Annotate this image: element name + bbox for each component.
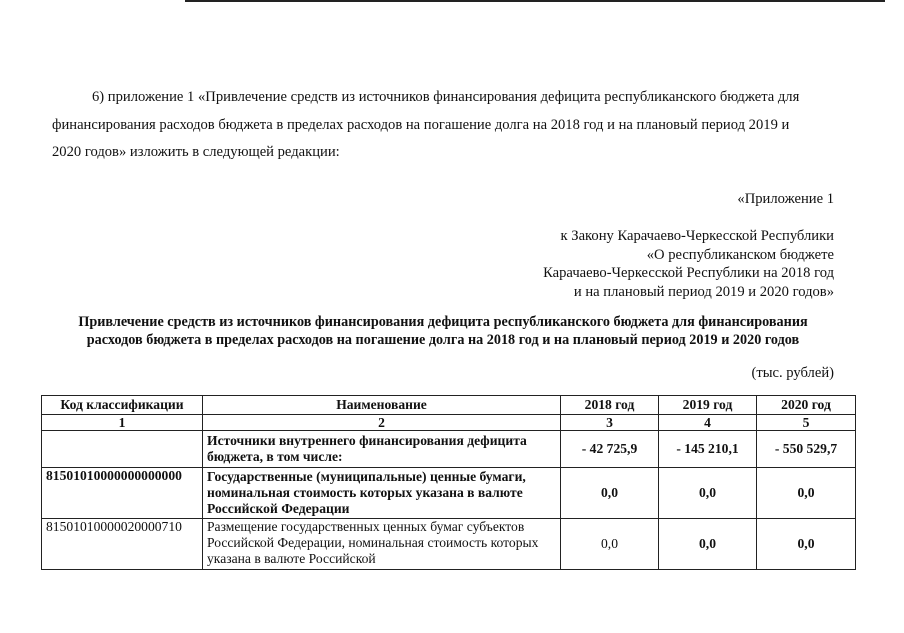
- heading-line: расходов бюджета в пределах расходов на погашение долга на 2018 год и на плановый период 2019 и 2020 годов: [86, 332, 800, 348]
- row-value-2020: 0,0: [757, 468, 856, 519]
- row-value-2019: - 145 210,1: [659, 431, 757, 468]
- table-row: [42, 468, 856, 519]
- appendix-ref-line: Карачаево-Черкесской Республики на 2018 год: [543, 265, 834, 281]
- column-number: 3: [561, 415, 659, 431]
- header-2020: 2020 год: [757, 396, 856, 415]
- row-name: Источники внутреннего финансирования дефицита бюджета, в том числе:: [203, 431, 561, 468]
- header-2018: 2018 год: [561, 396, 659, 415]
- appendix-ref-line: к Закону Карачаево-Черкесской Республики: [560, 228, 834, 244]
- column-number: 1: [42, 415, 203, 431]
- row-value-2018: - 42 725,9: [561, 431, 659, 468]
- row-code: [42, 431, 203, 468]
- row-value-2019: 0,0: [659, 519, 757, 570]
- row-value-2020: - 550 529,7: [757, 431, 856, 468]
- row-code: 81501010000020000710: [42, 519, 203, 570]
- appendix-ref-line: «О республиканском бюджете: [646, 246, 834, 263]
- column-number-row: [42, 415, 856, 431]
- row-name: [203, 519, 561, 570]
- top-rule: [185, 0, 885, 2]
- table-heading: [48, 313, 838, 349]
- header-name: Наименование: [203, 396, 561, 415]
- intro-line: финансирования расходов бюджета в пределах расходов на погашение долга на 2018 год и на плановый период 2019 и: [52, 116, 790, 133]
- table-header-row: [42, 396, 856, 415]
- appendix-ref-line: и на плановый период 2019 и 2020 годов»: [573, 283, 834, 300]
- row-value-2019: 0,0: [659, 468, 757, 519]
- appendix-reference: [543, 227, 834, 301]
- column-number: 5: [757, 415, 856, 431]
- budget-table: [41, 395, 856, 570]
- row-value-2020: 0,0: [757, 519, 856, 570]
- column-number: 4: [659, 415, 757, 431]
- heading-line: Привлечение средств из источников финансирования дефицита республиканского бюджета для финансирования: [78, 314, 808, 330]
- table-row: [42, 431, 856, 468]
- table-row: [42, 519, 856, 570]
- row-value-2018: 0,0: [561, 519, 659, 570]
- row-name: Государственные (муниципальные) ценные бумаги, номинальная стоимость которых указана в валюте Российской Федерации: [203, 468, 561, 519]
- intro-paragraph: [52, 84, 834, 167]
- header-2019: 2019 год: [659, 396, 757, 415]
- intro-line: 2020 годов» изложить в следующей редакции:: [52, 144, 340, 160]
- appendix-title: «Приложение 1: [737, 191, 834, 207]
- row-name-text: Размещение государственных ценных бумаг субъектов Российской Федерации, номинальная стоимость которых указана в валюте Российской: [207, 519, 539, 566]
- row-value-2018: 0,0: [561, 468, 659, 519]
- row-code: 81501010000000000000: [42, 468, 203, 519]
- intro-line: 6) приложение 1 «Привлечение средств из источников финансирования дефицита республиканского бюджета для: [92, 89, 800, 105]
- header-code: Код классификации: [42, 396, 203, 415]
- units-label: (тыс. рублей): [751, 365, 834, 381]
- column-number: 2: [203, 415, 561, 431]
